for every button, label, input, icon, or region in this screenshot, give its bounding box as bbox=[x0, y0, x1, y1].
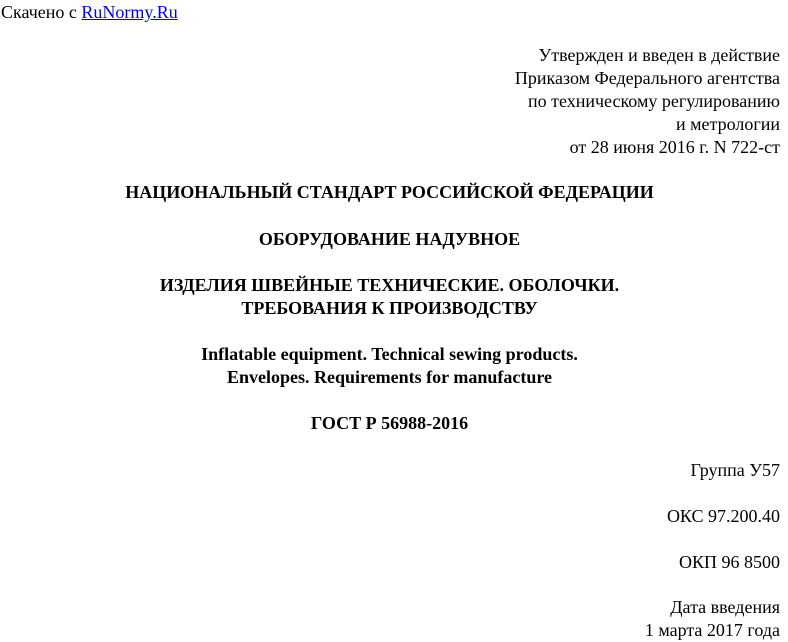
classification-okp: ОКП 96 8500 bbox=[678, 552, 780, 572]
source-line bbox=[1, 1, 178, 23]
effective-date-label: Дата введения bbox=[670, 597, 780, 617]
standard-title-ru-line: ТРЕБОВАНИЯ К ПРОИЗВОДСТВУ bbox=[241, 298, 538, 318]
approval-line: от 28 июня 2016 г. N 722-ст bbox=[569, 137, 780, 157]
approval-block bbox=[515, 44, 780, 159]
approval-line: Приказом Федерального агентства bbox=[514, 68, 780, 88]
effective-date-value: 1 марта 2017 года bbox=[644, 620, 780, 640]
source-prefix: Скачено с bbox=[1, 2, 82, 22]
standard-type-title: НАЦИОНАЛЬНЫЙ СТАНДАРТ РОССИЙСКОЙ ФЕДЕРАЦИИ bbox=[125, 182, 654, 202]
classification-group: Группа У57 bbox=[690, 460, 780, 480]
standard-title-en bbox=[0, 343, 779, 389]
approval-line: по техническому регулированию bbox=[527, 91, 780, 111]
approval-line: Утвержден и введен в действие bbox=[538, 45, 780, 65]
standard-title-en-line: Inflatable equipment. Technical sewing products. bbox=[201, 344, 578, 364]
standard-title-ru-line: ИЗДЕЛИЯ ШВЕЙНЫЕ ТЕХНИЧЕСКИЕ. ОБОЛОЧКИ. bbox=[159, 275, 620, 295]
approval-line: и метрологии bbox=[676, 114, 780, 134]
standard-subject: ОБОРУДОВАНИЕ НАДУВНОЕ bbox=[258, 229, 521, 249]
source-link[interactable]: RuNormy.Ru bbox=[81, 2, 178, 22]
standard-title-ru bbox=[0, 274, 779, 320]
standard-code: ГОСТ Р 56988-2016 bbox=[310, 413, 469, 433]
classification-oks: ОКС 97.200.40 bbox=[666, 506, 780, 526]
standard-title-en-line: Envelopes. Requirements for manufacture bbox=[227, 367, 552, 387]
effective-date-block bbox=[645, 596, 780, 642]
